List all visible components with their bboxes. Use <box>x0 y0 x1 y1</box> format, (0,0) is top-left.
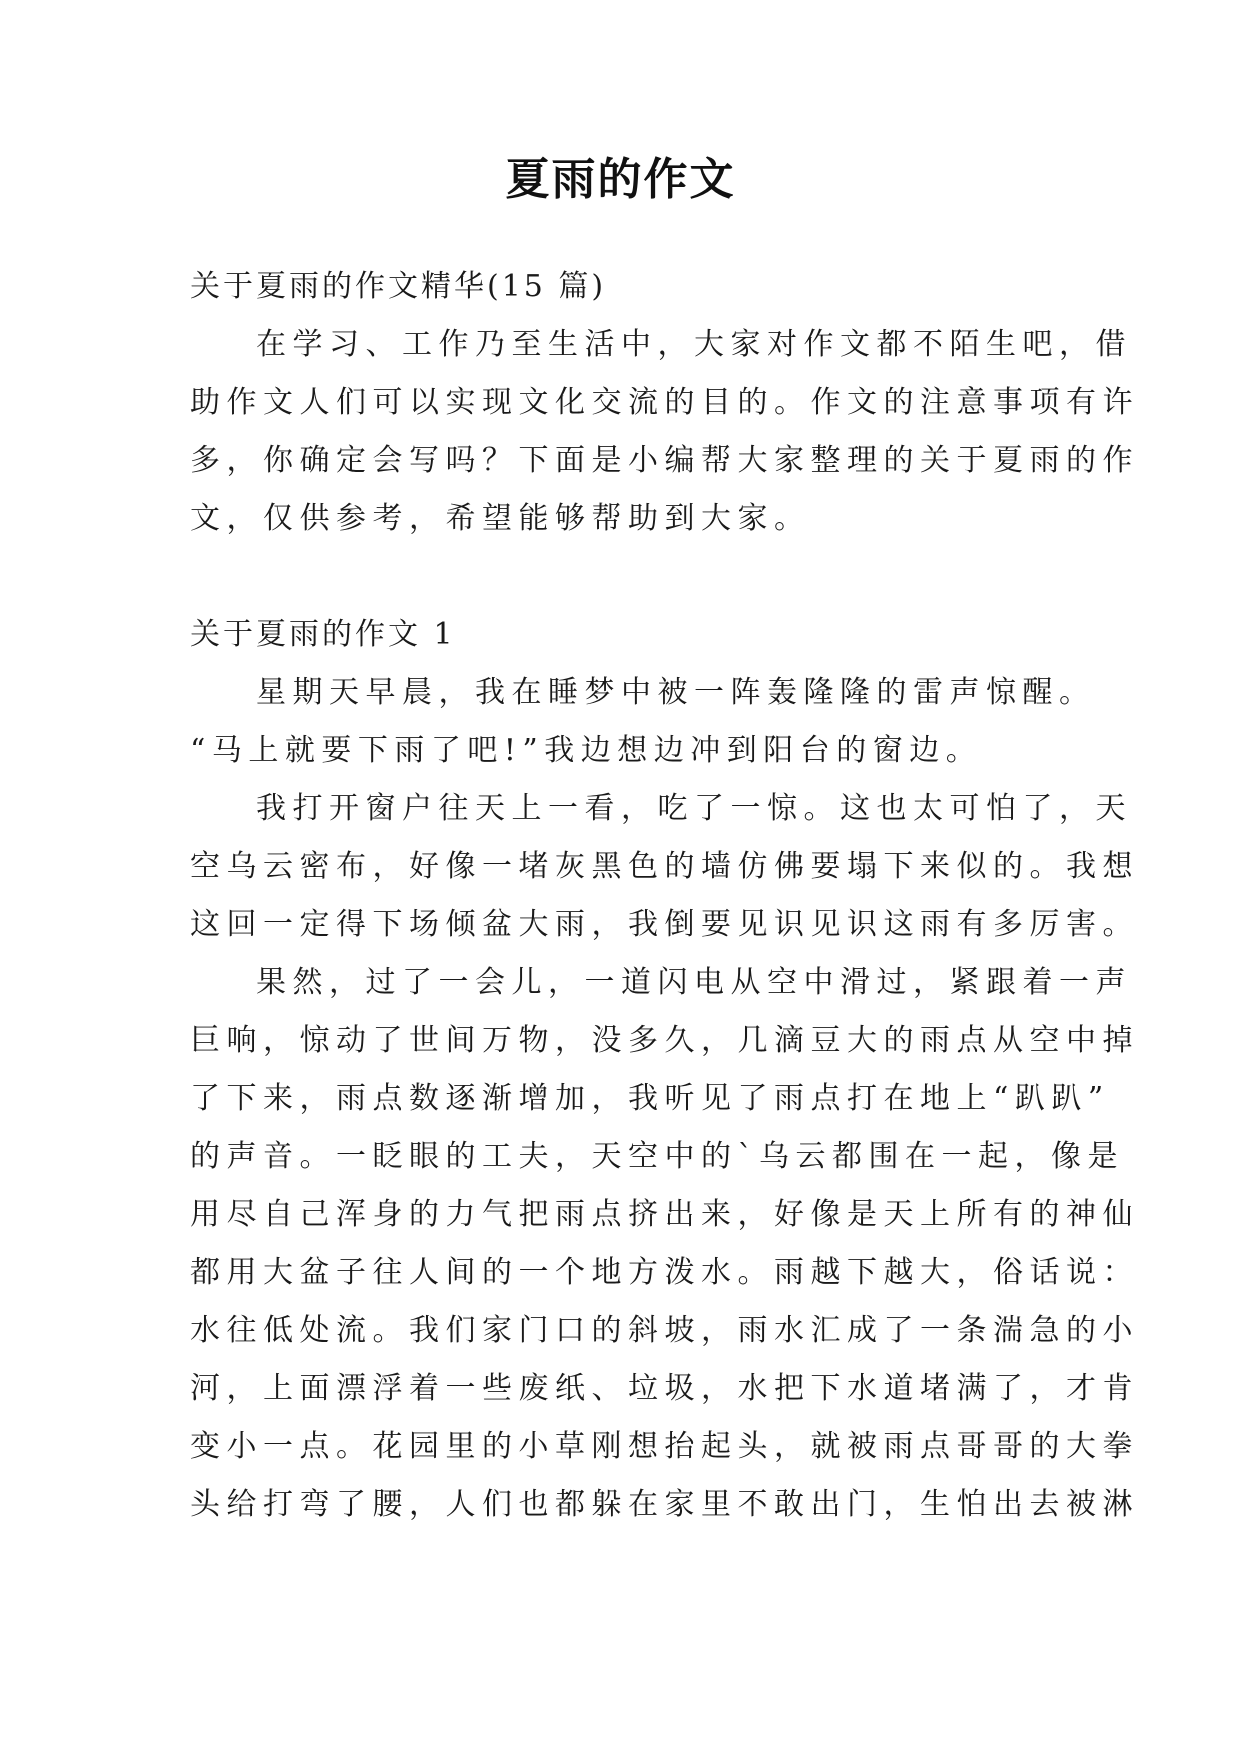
document-title: 夏雨的作文 <box>505 154 736 205</box>
paragraph-line: 我打开窗户往天上一看，吃了一惊。这也太可怕了，天 <box>256 791 1132 826</box>
paragraph-line: 巨响，惊动了世间万物，没多久，几滴豆大的雨点从空中掉 <box>190 1023 1139 1058</box>
section-spacer <box>190 548 1056 606</box>
paragraph-line: 这回一定得下场倾盆大雨，我倒要见识见识这雨有多厉害。 <box>190 907 1139 942</box>
paragraph-line: 果然，过了一会儿，一道闪电从空中滑过，紧跟着一声 <box>256 965 1132 1000</box>
paragraph-line: 空乌云密布，好像一堵灰黑色的墙仿佛要塌下来似的。我想 <box>190 849 1139 884</box>
paragraph-line: 用尽自己浑身的力气把雨点挤出来，好像是天上所有的神仙 <box>190 1197 1139 1232</box>
document-subtitle: 关于夏雨的作文精华(15 篇) <box>190 269 607 304</box>
paragraph-line: 水往低处流。我们家门口的斜坡，雨水汇成了一条湍急的小 <box>190 1313 1139 1348</box>
intro-paragraph <box>190 316 1139 548</box>
paragraph-line: 都用大盆子往人间的一个地方泼水。雨越下越大，俗话说： <box>190 1255 1139 1290</box>
paragraph-line: “马上就要下雨了吧!”我边想边冲到阳台的窗边。 <box>190 733 983 768</box>
section-paragraph-1 <box>190 664 1096 780</box>
section-paragraph-3 <box>190 954 1139 1534</box>
section-paragraph-2 <box>190 780 1139 954</box>
paragraph-line: 河，上面漂浮着一些废纸、垃圾，水把下水道堵满了，才肯 <box>190 1371 1139 1406</box>
paragraph-line: 文，仅供参考，希望能够帮助到大家。 <box>190 501 811 536</box>
paragraph-line: 多，你确定会写吗？下面是小编帮大家整理的关于夏雨的作 <box>190 443 1139 478</box>
paragraph-line: 在学习、工作乃至生活中，大家对作文都不陌生吧，借 <box>256 327 1132 362</box>
paragraph-line: 助作文人们可以实现文化交流的目的。作文的注意事项有许 <box>190 385 1139 420</box>
section-heading: 关于夏雨的作文 1 <box>190 617 456 652</box>
paragraph-line: 星期天早晨，我在睡梦中被一阵轰隆隆的雷声惊醒。 <box>256 675 1096 710</box>
paragraph-line: 的声音。一眨眼的工夫，天空中的`乌云都围在一起，像是 <box>190 1139 1124 1174</box>
paragraph-line: 变小一点。花园里的小草刚想抬起头，就被雨点哥哥的大拳 <box>190 1429 1139 1464</box>
document-body <box>190 258 1139 1534</box>
paragraph-line: 了下来，雨点数逐渐增加，我听见了雨点打在地上“趴趴” <box>190 1081 1110 1116</box>
paragraph-line: 头给打弯了腰，人们也都躲在家里不敢出门，生怕出去被淋 <box>190 1487 1139 1522</box>
